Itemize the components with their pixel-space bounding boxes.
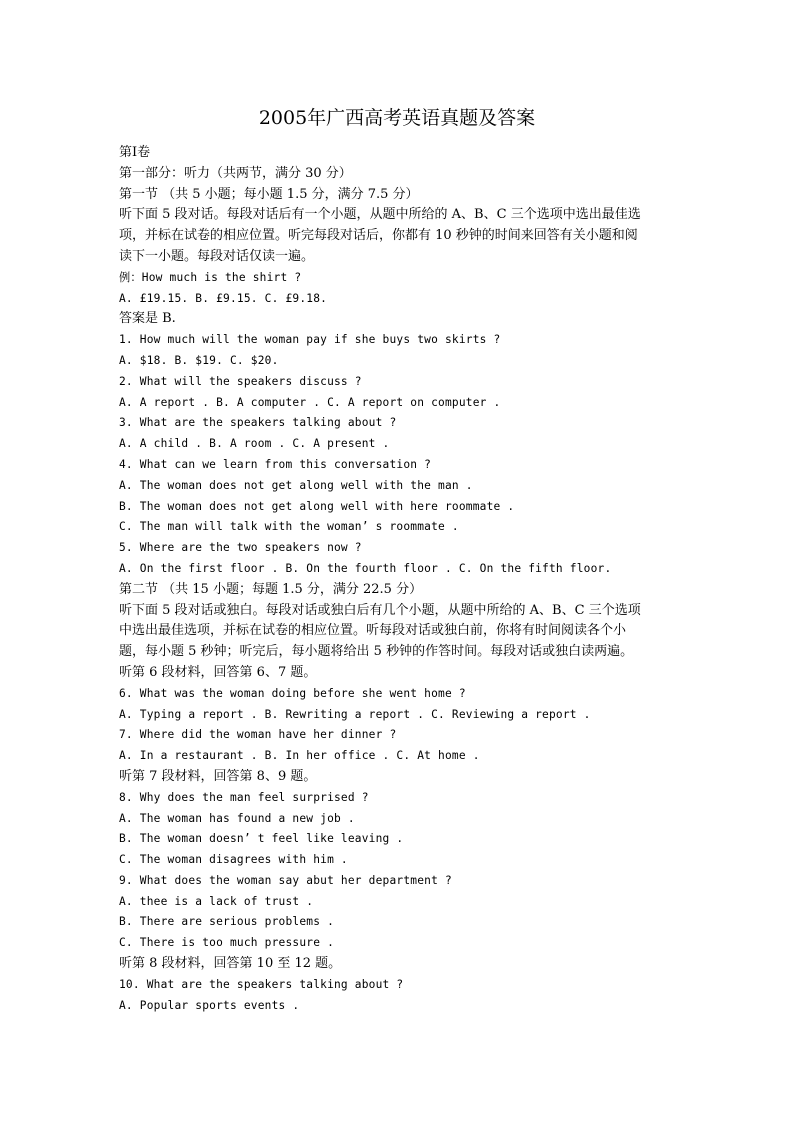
text-line: 答案是 B. [119,311,176,327]
text-line: 3. What are the speakers talking about ? [119,416,397,430]
text-line: A. The woman does not get along well with the man . [119,478,473,492]
text-line: 例：How much is the shirt ? [119,270,302,284]
text-line: 第一部分：听力（共两节，满分 30 分） [119,165,352,181]
text-line: A. $18. B. $19. C. $20. [119,353,279,367]
text-line: A. The woman has found a new job . [119,811,355,825]
text-line: 读下一小题。每段对话仅读一遍。 [119,248,315,264]
text-line: A. A child . B. A room . C. A present . [119,437,390,451]
text-line: 第Ⅰ卷 [119,145,151,160]
text-line: 听下面 5 段对话或独白。每段对话或独白后有几个小题，从题中所给的 A、B、C 三个选项 [119,602,641,618]
text-line: 题，每小题 5 秒钟；听完后，每小题将给出 5 秒钟的作答时间。每段对话或独白读两遍。 [119,644,634,660]
text-line: 2. What will the speakers discuss ? [119,374,362,388]
text-line: B. The woman doesn’ t feel like leaving . [119,832,404,846]
text-line: 7. Where did the woman have her dinner ? [119,728,397,742]
document-body [119,143,679,1016]
text-line: 6. What was the woman doing before she went home ? [119,686,466,700]
text-line: A. In a restaurant . B. In her office . C. At home . [119,749,480,763]
text-line: A. On the first floor . B. On the fourth floor . C. On the fifth floor. [119,561,612,575]
text-line: A. thee is a lack of trust . [119,894,314,908]
text-line: 第二节 （共 15 小题；每题 1.5 分，满分 22.5 分） [119,581,423,597]
text-line: 听下面 5 段对话。每段对话后有一个小题，从题中所给的 A、B、C 三个选项中选出最佳选 [119,207,641,223]
text-line: 项，并标在试卷的相应位置。听完每段对话后，你都有 10 秒钟的时间来回答有关小题和阅 [119,228,638,244]
text-line: 4. What can we learn from this conversation ? [119,457,432,471]
text-line: A. Popular sports events . [119,998,300,1012]
text-line: B. There are serious problems . [119,915,334,929]
text-line: A. Typing a report . B. Rewriting a report . C. Reviewing a report . [119,707,591,721]
text-line: 8. Why does the man feel surprised ? [119,790,369,804]
text-line: 1. How much will the woman pay if she buys two skirts ? [119,333,501,347]
text-line: B. The woman does not get along well with here roommate . [119,499,515,513]
text-line: 听第 8 段材料，回答第 10 至 12 题。 [119,956,342,972]
text-line: 听第 7 段材料，回答第 8、9 题。 [119,768,317,784]
text-line: C. The man will talk with the woman’ s roommate . [119,520,459,534]
text-line: A. £19.15. B. £9.15. C. £9.18. [119,291,328,305]
text-line: 第一节 （共 5 小题；每小题 1.5 分，满分 7.5 分） [119,186,419,202]
text-line: 5. Where are the two speakers now ? [119,541,362,555]
text-line: 中选出最佳选项，并标在试卷的相应位置。听每段对话或独白前，你将有时间阅读各个小 [119,623,627,639]
text-line: 10. What are the speakers talking about ? [119,977,404,991]
text-line: 听第 6 段材料，回答第 6、7 题。 [119,664,317,680]
document-title: 2005年广西高考英语真题及答案 [258,107,536,129]
text-line: 9. What does the woman say abut her department ? [119,873,452,887]
text-line: C. The woman disagrees with him . [119,853,348,867]
text-line: A. A report . B. A computer . C. A report on computer . [119,395,501,409]
text-line: C. There is too much pressure . [119,936,334,950]
